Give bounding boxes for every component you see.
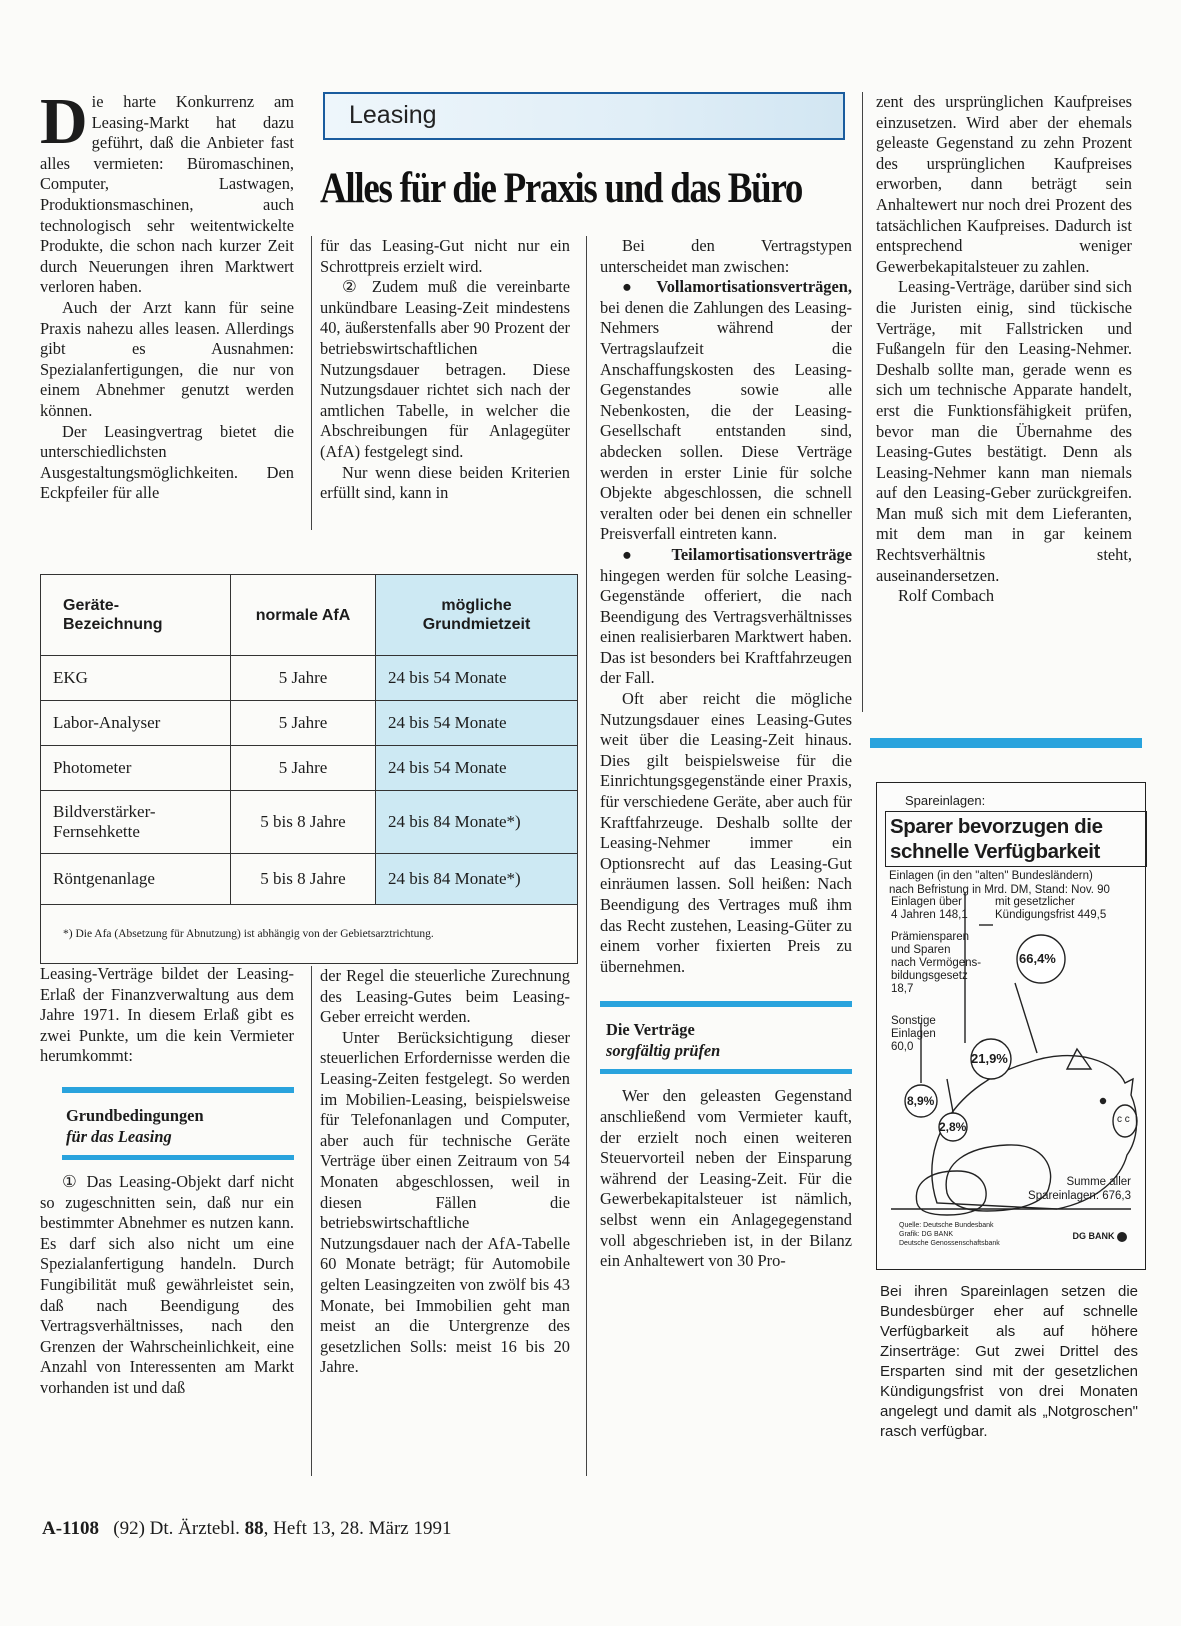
table-cell: 24 bis 84 Monate*) bbox=[376, 854, 578, 905]
paragraph: Unter Berücksichtigung dieser steuerlichen Erfordernisse werden die Leasing-Zeiten festgelegt. So werden im Mobilien-Leasing, beispielsweise für Telefonanlagen und Computer, aber auch für technische Geräte Verträge über einen Zeitraum von 54 Monaten abgeschlossen, weil in diesen Fällen die betriebswirtschaftliche Nutzungsdauer nach der AfA-Tabelle 60 Monate beträgt; für Automobile gelten Leasingzeiten von zwölf bis 43 Monate, bei Immobilien geht man meist an die Untergrenze des gesetzlichen Solls: meist 16 bis 20 Jahre. bbox=[320, 1027, 570, 1377]
table-row bbox=[41, 854, 578, 905]
graphic-kicker: Spareinlagen: bbox=[905, 793, 986, 808]
drop-cap: D bbox=[40, 85, 88, 158]
column-divider bbox=[586, 236, 587, 1476]
intro-paragraph: Die harte Konkurrenz am Leasing-Markt hat dazu geführt, daß die Anbieter fast alles vermieten: Büromaschinen, Computer, Lastwagen, Produktionsmaschinen, auch technologisch sehr weitentwickelte Produkte, die schon nach kurzer Zeit durch Neuerungen ihren Marktwert verloren haben. bbox=[40, 85, 294, 297]
bullet-paragraph: ● Teilamortisationsverträge hingegen werden für solche Leasing-Gegenstände offeriert, die nach Beendigung des Vertragsverhältnisses einen realisierbaren Marktwert haben. Das ist besonders bei Kraftfahrzeugen der Fall. bbox=[600, 544, 852, 688]
table-cell: 24 bis 54 Monate bbox=[376, 746, 578, 791]
paragraph: Wer den geleasten Gegenstand anschließend vom Vermieter kauft, der erzielt noch einen weiteren Steuervorteil neben der Einsparung während der Leasing-Zeit. Für die Gewerbekapitalsteuer ist nämlich, selbst wenn ein Anlagegegenstand voll abgeschrieben ist, in der Bilanz ein Anhaltewert von 30 Pro- bbox=[600, 1086, 852, 1271]
table-row bbox=[41, 701, 578, 746]
column-4 bbox=[876, 92, 1132, 607]
label-premium-savings: Prämiensparen und Sparen nach Vermögens- bildungsgesetz 18,7 bbox=[891, 931, 982, 995]
table-cell: Labor-Analyser bbox=[41, 701, 231, 746]
page-number: A-1108 bbox=[42, 1518, 99, 1539]
bullet-icon: ● bbox=[622, 277, 643, 297]
column-2-top bbox=[320, 236, 570, 504]
paragraph: Nur wenn diese beiden Kriterien erfüllt sind, kann in bbox=[320, 462, 570, 503]
column-1-top bbox=[40, 85, 294, 504]
label-notice-period: mit gesetzlicher Kündigungsfrist 449,5 bbox=[995, 896, 1107, 921]
column-divider bbox=[311, 236, 312, 530]
table-cell: 24 bis 54 Monate bbox=[376, 701, 578, 746]
paragraph: Oft aber reicht die mögliche Nutzungsdauer eines Leasing-Gutes weit über die Leasing-Zeit hinaus. Dies gilt beispielsweise für die Einrichtungsgegenstände einer Praxis, für verschiedene Geräte, aber auch für Kraftfahrzeuge. Deshalb sollte der Leasing-Nehmer immer ein Optionsrecht auf das Leasing-Gut einräumen lassen. Soll heißen: Nach Beendigung des Vertrages muß ihm das Recht zustehen, Leasing-Güter zu einem vorher fixierten Preis zu übernehmen. bbox=[600, 689, 852, 976]
accent-bar bbox=[600, 1001, 852, 1007]
pig-snout-text: c c bbox=[1117, 1114, 1130, 1125]
source-credit: Quelle: Deutsche Bundesbank Grafik: DG BANK Deutsche Genossenschaftsbank bbox=[899, 1222, 1000, 1247]
section-kicker: Leasing bbox=[323, 92, 845, 140]
graphic-caption: Bei ihren Spareinlagen setzen die Bundesbürger eher auf schnelle Verfügbarkeit als auf höhere Zinserträge: Gut zwei Drittel des Ersparten sind mit der gesetzlichen Kündigungsfrist von drei Monaten angelegt und damit als „Notgroschen" rasch verfügbar. bbox=[880, 1283, 1138, 1440]
paragraph: ② Zudem muß die vereinbarte unkündbare Leasing-Zeit mindestens 40, äußerstenfalls aber 90 Prozent der betriebswirtschaftlichen Nutzungsdauer betragen. Diese Nutzungsdauer richtet sich nach der amtlichen Tabelle, in welcher die Abschreibungen für Anlagegüter (AfA) festgelegt sind. bbox=[320, 277, 570, 461]
paragraph: der Regel die steuerliche Zurechnung des Leasing-Gutes beim Leasing-Geber erreicht werden. bbox=[320, 966, 570, 1027]
paragraph: ① Das Leasing-Objekt darf nicht so zugeschnitten sein, daß nur ein bestimmter Abnehmer es nutzen kann. Es darf sich also nicht um eine Spezialanfertigung handeln. Durch Fungibilität muß gewährleistet sein, daß nach Beendigung des Vertragsverhältnisses, nach den Grenzen der Wahrscheinlichkeit, eine Anzahl von Interessenten am Markt vorhanden ist und daß bbox=[40, 1171, 294, 1397]
dg-bank-logo-icon bbox=[1117, 1232, 1127, 1242]
subheading: Grundbedingungen für das Leasing bbox=[66, 1105, 204, 1146]
author: Rolf Combach bbox=[898, 586, 995, 606]
table-cell: 5 bis 8 Jahre bbox=[231, 791, 376, 854]
paragraph: zent des ursprünglichen Kaufpreises einzusetzen. Wird aber der ehemals geleaste Gegenstand zu zehn Prozent des ursprünglichen Kaufpreises erworben, dann beträgt sein Anhaltewert nur noch drei Prozent des tatsächlichen Kaufpreises. Dadurch ist entsprechend weniger Gewerbekapitalsteuer zu zahlen. bbox=[876, 92, 1132, 276]
table-cell: 5 bis 8 Jahre bbox=[231, 854, 376, 905]
column-1-bottom bbox=[40, 964, 294, 1399]
column-3 bbox=[600, 236, 852, 1272]
accent-bar bbox=[62, 1155, 294, 1160]
accent-bar bbox=[870, 738, 1142, 748]
table-row bbox=[41, 656, 578, 701]
dg-bank-logo: DG BANK bbox=[1072, 1231, 1127, 1242]
table-cell: Bildverstärker-Fernsehkette bbox=[41, 791, 231, 854]
paragraph: Leasing-Verträge, darüber sind sich die Juristen einig, sind tückische Verträge, mit Fallstricken und Fußangeln für den Leasing-Nehmer. Deshalb sollte man, gerade wenn es sich um technische Apparate handelt, erst die Funktionsfähigkeit prüfen, bevor man die Übernahme des Leasing-Gutes bestätigt. Denn als Leasing-Nehmer kann man niemals auf den Leasing-Geber zurückgreifen. Man muß sich mit dem Lieferanten, mit dem man in gar keinem Rechtsverhältnis steht, auseinandersetzen. bbox=[876, 277, 1132, 585]
column-2-bottom bbox=[320, 966, 570, 1378]
paragraph: Auch der Arzt kann für seine Praxis nahezu alles leasen. Allerdings gibt es Ausnahmen: Spezialanfertigungen, die nur von einem Abnehmer genutzt werden können. bbox=[40, 297, 294, 420]
table-cell: 5 Jahre bbox=[231, 656, 376, 701]
percent-label: 21,9% bbox=[971, 1051, 1008, 1066]
table-header: Geräte-Bezeichnung bbox=[41, 575, 231, 656]
savings-infographic bbox=[876, 782, 1146, 1270]
accent-bar bbox=[62, 1087, 294, 1093]
table-cell: 24 bis 54 Monate bbox=[376, 656, 578, 701]
graphic-subtitle: Einlagen (in den "alten" Bundesländern) nach Befristung in Mrd. DM, Stand: Nov. 90 bbox=[889, 870, 1110, 896]
table-header: normale AfA bbox=[231, 575, 376, 656]
bullet-paragraph: ● Vollamortisationsverträgen, bei denen die Zahlungen des Leasing-Nehmers während der Vertragslaufzeit die Anschaffungskosten des Leasing-Gegenstandes sowie alle Nebenkosten, die der Leasing-Gesellschaft entstanden sind, abdecken sollen. Diese Verträge werden in erster Linie für solche Objekte abgeschlossen, die schnell veralten oder bei denen ein schneller Preisverfall eintreten kann. bbox=[600, 277, 852, 544]
paragraph: Bei den Vertragstypen unterscheidet man zwischen: bbox=[600, 236, 852, 276]
column-divider bbox=[311, 966, 312, 1476]
page-footer: A-1108 (92) Dt. Ärztebl. 88, Heft 13, 28. März 1991 bbox=[42, 1518, 452, 1539]
total-label: Summe aller Spareinlagen: 676,3 bbox=[1028, 1176, 1131, 1202]
table-header: mögliche Grundmietzeit bbox=[376, 575, 578, 656]
table-footnote-row bbox=[41, 905, 578, 964]
table-cell: Photometer bbox=[41, 746, 231, 791]
table-footnote: *) Die Afa (Absetzung für Abnutzung) ist abhängig von der Gebietsarztrichtung. bbox=[41, 905, 578, 964]
subheading: Die Verträge sorgfältig prüfen bbox=[606, 1020, 721, 1061]
bullet-icon: ● bbox=[622, 544, 650, 564]
percent-label: 8,9% bbox=[907, 1094, 935, 1108]
paragraph: für das Leasing-Gut nicht nur ein Schrottpreis erzielt wird. bbox=[320, 236, 570, 276]
table-row bbox=[41, 746, 578, 791]
graphic-title: Sparer bevorzugen die schnelle Verfügbarkeit bbox=[885, 811, 1147, 867]
label-other-deposits: Sonstige Einlagen 60,0 bbox=[891, 1015, 936, 1053]
percent-label: 66,4% bbox=[1019, 951, 1056, 966]
table-row bbox=[41, 791, 578, 854]
label-4-years: Einlagen über 4 Jahren 148,1 bbox=[891, 896, 968, 921]
accent-bar bbox=[600, 1069, 852, 1074]
paragraph: Der Leasingvertrag bietet die unterschiedlichsten Ausgestaltungsmöglichkeiten. Den Eckpfeiler für alle bbox=[40, 421, 294, 503]
paragraph: Leasing-Verträge bildet der Leasing-Erlaß der Finanzverwaltung aus dem Jahre 1971. In diesem Erlaß gibt es zwei Punkte, um die kein Vermieter herumkommt: bbox=[40, 964, 294, 1066]
table-header-row bbox=[41, 575, 578, 656]
headline: Alles für die Praxis und das Büro bbox=[320, 165, 803, 212]
percent-label: 2,8% bbox=[939, 1120, 967, 1134]
table-cell: Röntgenanlage bbox=[41, 854, 231, 905]
table-cell: EKG bbox=[41, 656, 231, 701]
table-cell: 5 Jahre bbox=[231, 701, 376, 746]
afa-table bbox=[40, 574, 578, 964]
column-divider bbox=[862, 92, 863, 712]
table-cell: 24 bis 84 Monate*) bbox=[376, 791, 578, 854]
table-cell: 5 Jahre bbox=[231, 746, 376, 791]
